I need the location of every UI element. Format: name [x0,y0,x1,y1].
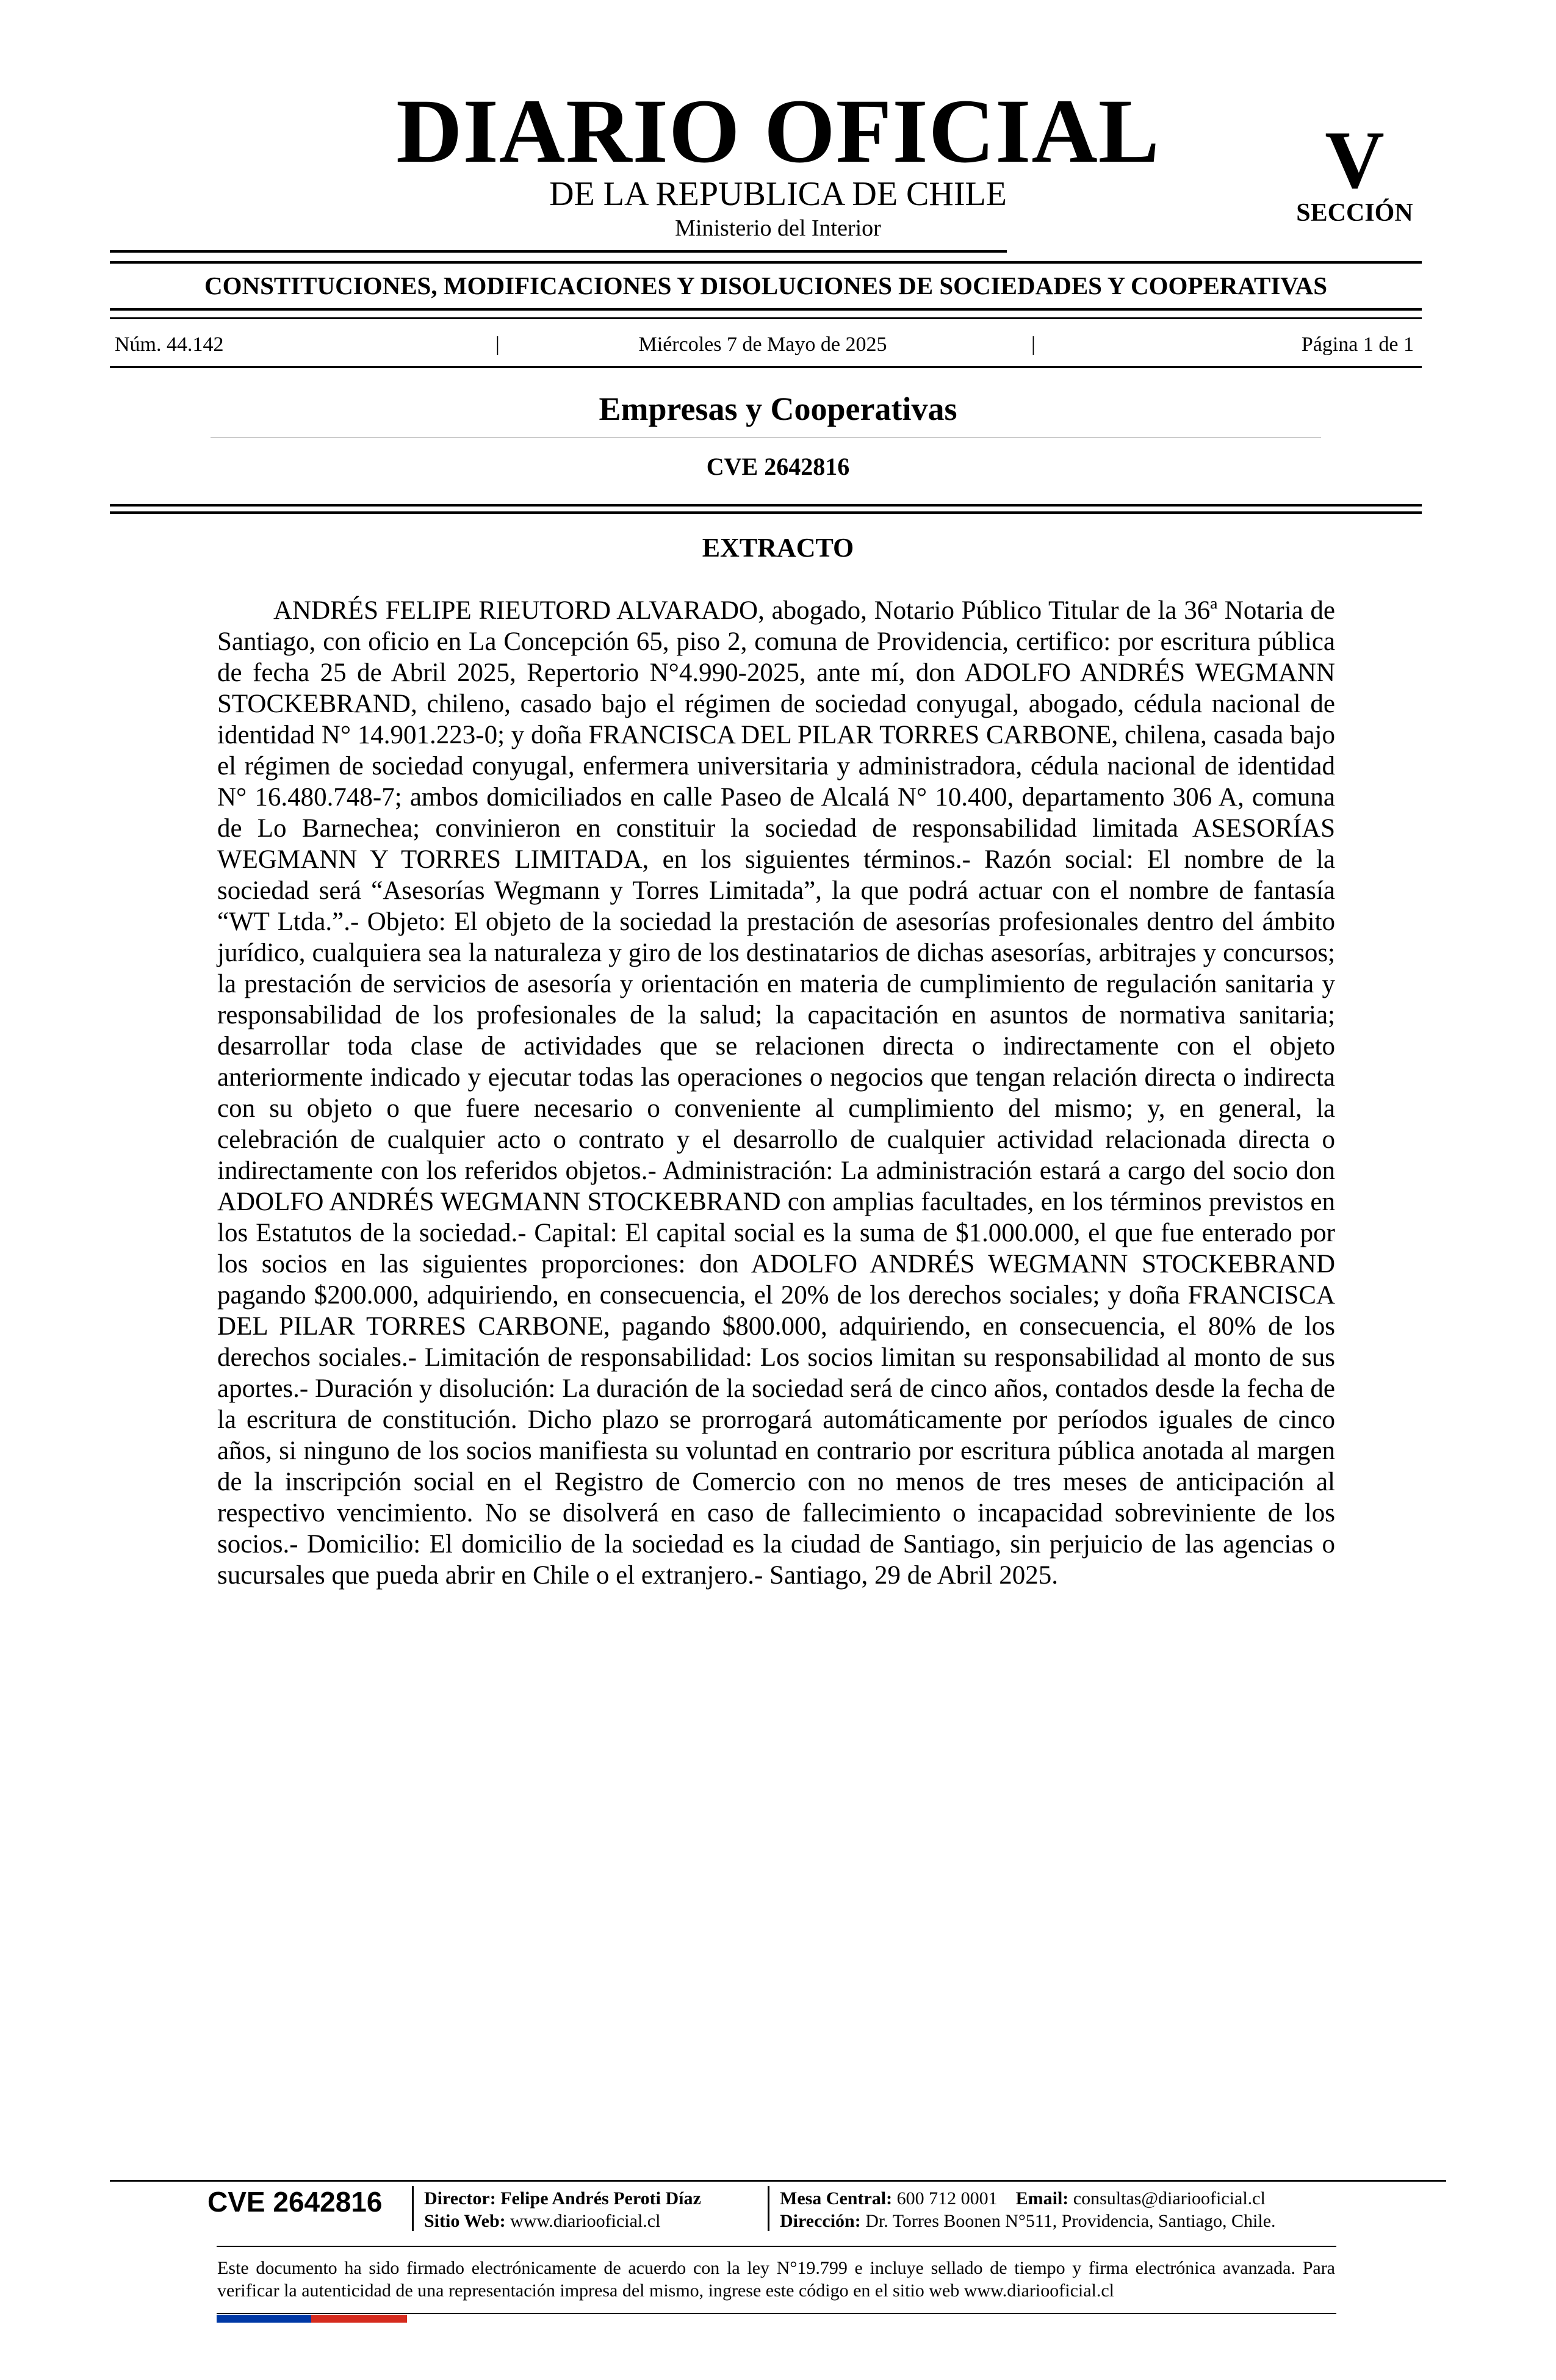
page-indicator: Página 1 de 1 [1301,333,1414,356]
newspaper-subtitle: DE LA REPUBLICA DE CHILE [549,175,1007,213]
issue-date: Miércoles 7 de Mayo de 2025 [638,333,887,356]
footer-bottom-rule [217,2313,1336,2314]
article-body: ANDRÉS FELIPE RIEUTORD ALVARADO, abogado, Notario Público Titular de la 36ª Notaria de Santiago, con oficio en La Concepción 65, piso 2, comuna de Providencia, certifico: por escritura pública de fecha 25 de Abril 2025, Repertorio N°4.990-2025, ante mí, don ADOLFO ANDRÉS WEGMANN STOCKEBRAND, chileno, casado bajo el régimen de sociedad conyugal, abogado, cédula nacional de identidad N° 14.901.223-0; y doña FRANCISCA DEL PILAR TORRES CARBONE, chilena, casada bajo el régimen de sociedad conyugal, enfermera universitaria y administradora, cédula nacional de identidad N° 16.480.748-7; ambos domiciliados en calle Paseo de Alcalá N° 10.400, departamento 306 A, comuna de Lo Barnechea; convinieron en constituir la sociedad de responsabilidad limitada ASESORÍAS WEGMANN Y TORRES LIMITADA, en los siguientes términos.- Razón social: El nombre de la sociedad será “Asesorías Wegmann y Torres Limitada”, la que podrá actuar con el nombre de fantasía “WT Ltda.”.- Objeto: El objeto de la sociedad la prestación de asesorías profesionales dentro del ámbito jurídico, cualquiera sea la naturaleza y giro de los destinatarios de dichas asesorías, arbitrajes y concursos; la prestación de servicios de asesoría y orientación en materia de cumplimiento de regulación sanitaria y responsabilidad de los profesionales de la salud; la capacitación en asuntos de normativa sanitaria; desarrollar toda clase de actividades que se relacionen directa o indirectamente con el objeto anteriormente indicado y ejecutar todas las operaciones o negocios que tengan relación directa o indirecta con su objeto o que fuere necesario o conveniente al cumplimiento del mismo; y, en general, la celebración de cualquier acto o contrato y el desarrollo de cualquier actividad relacionada directa o indirectamente con los referidos objetos.- Administración: La administración estará a cargo del socio don ADOLFO ANDRÉS WEGMANN STOCKEBRAND con amplias facultades, en los términos previstos en los Estatutos de la sociedad.- Capital: El capital social es la suma de $1.000.000, el que fue enterado por los socios en las siguientes proporciones: don ADOLFO ANDRÉS WEGMANN STOCKEBRAND pagando $200.000, adquiriendo, en consecuencia, el 20% de los derechos sociales; y doña FRANCISCA DEL PILAR TORRES CARBONE, pagando $800.000, adquiriendo, en consecuencia, el 80% de los derechos sociales.- Limitación de responsabilidad: Los socios limitan su responsabilidad al monto de sus aportes.- Duración y disolución: La duración de la sociedad será de cinco años, contados desde la fecha de la escritura de constitución. Dicho plazo se prorrogará automáticamente por períodos iguales de cinco años, si ninguno de los socios manifiesta su voluntad en contrario por escritura pública anotada al margen de la inscripción social en el Registro de Comercio con no menos de tres meses de anticipación al respectivo vencimiento. No se disolverá en caso de fallecimiento o incapacidad sobreviniente de los socios.- Domicilio: El domicilio de la sociedad es la ciudad de Santiago, sin perjuicio de las agencias o sucursales que pueda abrir en Chile o el extranjero.- Santiago, 29 de Abril 2025. [217,596,1335,1590]
category-rule-bottom [110,308,1422,311]
footer-divider [412,2186,414,2231]
section-divider [211,437,1321,438]
email-label: Email: [1015,2188,1069,2209]
cve-code: CVE 2642816 [706,453,850,480]
flag-stripe-red [311,2315,407,2323]
email-link[interactable]: consultas@diariooficial.cl [1073,2188,1266,2209]
section-title: Empresas y Cooperativas [599,391,957,427]
address-text: Dr. Torres Boonen N°511, Providencia, Santiago, Chile. [865,2211,1276,2231]
issue-number: Núm. 44.142 [115,333,224,356]
director-name: Felipe Andrés Peroti Díaz [500,2188,701,2209]
ministry-label: Ministerio del Interior [675,215,881,241]
footer-divider [768,2186,769,2231]
article-title: EXTRACTO [702,533,854,563]
section-letter: V [1325,115,1385,206]
category-heading: CONSTITUCIONES, MODIFICACIONES Y DISOLUCIONES DE SOCIEDADES Y COOPERATIVAS [204,272,1328,300]
flag-stripe-blue [217,2315,311,2323]
footer-director-block [424,2187,766,2232]
electronic-signature-note: Este documento ha sido firmado electrónicamente de acuerdo con la ley N°19.799 e incluye sellado de tiempo y firma electrónica avanzada. Para verificar la autenticidad de una representación impresa del mismo, ingrese este código en el sitio web www.diariooficial.cl [217,2258,1335,2301]
footer-rule [110,2180,1446,2182]
content-rule-bottom [110,511,1422,514]
address-label: Dirección: [780,2211,861,2231]
footer-contact-block [780,2187,1427,2232]
footer-note-rule [217,2246,1336,2247]
footer-cve-code: CVE 2642816 [207,2186,383,2218]
category-rule-top [110,261,1422,264]
website-link[interactable]: www.diariooficial.cl [510,2211,661,2231]
content-rule-top [110,504,1422,507]
info-separator: | [1031,333,1036,356]
director-label: Director: [424,2188,496,2209]
info-rule-top [110,317,1422,319]
info-separator: | [495,333,500,356]
phone-number: 600 712 0001 [896,2188,998,2209]
website-label: Sitio Web: [424,2211,506,2231]
section-label: SECCIÓN [1296,199,1413,227]
info-rule-bottom [110,366,1422,368]
phone-label: Mesa Central: [780,2188,893,2209]
masthead-rule [110,250,1007,253]
newspaper-title: DIARIO OFICIAL [396,81,1160,182]
